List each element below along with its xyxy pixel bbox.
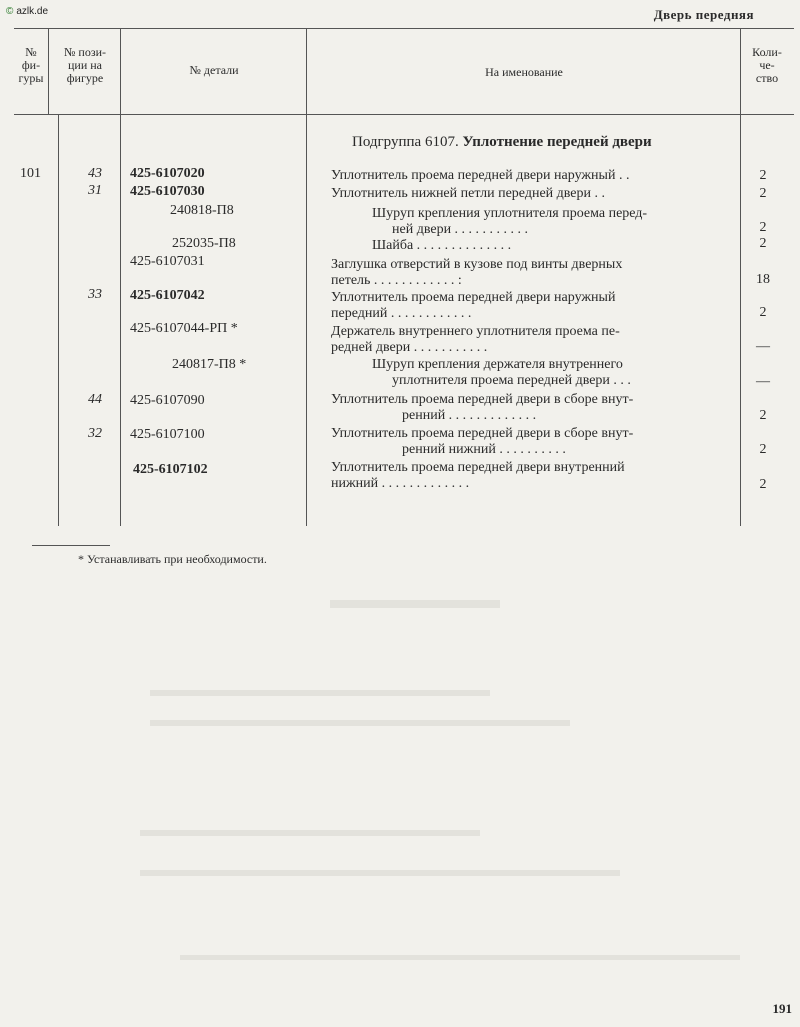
cell-name-cont: петель . . . . . . . . . . . . : bbox=[331, 273, 462, 288]
cell-qty: 2 bbox=[759, 408, 767, 423]
cell-part: 425-6107090 bbox=[130, 393, 205, 408]
header-rule bbox=[14, 114, 794, 115]
cell-name-cont: редней двери . . . . . . . . . . . bbox=[331, 340, 488, 355]
cell-qty: 2 bbox=[759, 168, 767, 183]
column-divider bbox=[58, 114, 59, 526]
cell-name-cont: ренний . . . . . . . . . . . . . bbox=[402, 408, 537, 423]
running-head: Дверь передняя bbox=[653, 7, 754, 22]
cell-name: Держатель внутреннего уплотнителя проема пе- bbox=[331, 324, 620, 339]
bleed-through bbox=[150, 690, 490, 696]
cell-qty: 2 bbox=[759, 442, 767, 457]
cell-part: 425-6107042 bbox=[130, 288, 205, 303]
cell-name: Уплотнитель проема передней двери внутренний bbox=[331, 460, 625, 475]
cell-pos: 32 bbox=[88, 426, 102, 441]
table-top-rule bbox=[14, 28, 794, 29]
footnote: * Устанавливать при необходимости. bbox=[78, 552, 267, 566]
cell-part: 425-6107030 bbox=[130, 184, 205, 199]
cell-name: Шуруп крепления держателя внутреннего bbox=[372, 357, 623, 372]
group-title: Подгруппа 6107. Уплотнение передней двери bbox=[352, 134, 652, 150]
site-watermark bbox=[6, 6, 48, 17]
column-divider bbox=[120, 28, 121, 526]
cell-part: 425-6107044-РП * bbox=[130, 321, 238, 336]
bleed-through bbox=[140, 830, 480, 836]
cell-part: 425-6107102 bbox=[133, 462, 208, 477]
copyright-icon: © bbox=[6, 6, 14, 17]
cell-part: 240818-П8 bbox=[170, 203, 234, 218]
footnote-rule bbox=[32, 545, 110, 546]
column-divider bbox=[740, 28, 741, 526]
page-number: 191 bbox=[772, 1001, 792, 1016]
cell-name-cont: нижний . . . . . . . . . . . . . bbox=[331, 476, 470, 491]
cell-name: Уплотнитель проема передней двери наружный . . bbox=[331, 168, 630, 183]
cell-qty: 2 bbox=[759, 305, 767, 320]
column-divider bbox=[306, 28, 307, 526]
cell-pos: 31 bbox=[88, 183, 102, 198]
bleed-through bbox=[180, 955, 740, 960]
cell-qty: 2 bbox=[759, 236, 767, 251]
cell-name: Заглушка отверстий в кузове под винты дверных bbox=[331, 257, 623, 272]
watermark-text: azlk.de bbox=[16, 6, 49, 17]
cell-name-cont: уплотнителя проема передней двери . . . bbox=[392, 373, 631, 388]
cell-part: 252035-П8 bbox=[172, 236, 236, 251]
header-qty: Коли- че- ство bbox=[752, 45, 782, 85]
cell-pos: 43 bbox=[88, 166, 102, 181]
cell-qty: — bbox=[756, 374, 770, 389]
cell-name: Шайба . . . . . . . . . . . . . . bbox=[372, 238, 512, 253]
cell-part: 425-6107031 bbox=[130, 254, 205, 269]
cell-qty: — bbox=[756, 339, 770, 354]
cell-name-cont: передний . . . . . . . . . . . . bbox=[331, 306, 472, 321]
bleed-through bbox=[140, 870, 620, 876]
cell-qty: 2 bbox=[759, 477, 767, 492]
cell-name: Уплотнитель проема передней двери наружный bbox=[331, 290, 616, 305]
cell-part: 425-6107020 bbox=[130, 166, 205, 181]
cell-part: 425-6107100 bbox=[130, 427, 205, 442]
cell-part: 240817-П8 * bbox=[172, 357, 247, 372]
cell-pos: 33 bbox=[88, 287, 102, 302]
bleed-through bbox=[330, 600, 500, 608]
cell-fig: 101 bbox=[20, 166, 41, 181]
cell-name-cont: ренний нижний . . . . . . . . . . bbox=[402, 442, 566, 457]
cell-name-cont: ней двери . . . . . . . . . . . bbox=[392, 222, 529, 237]
cell-name: Шуруп крепления уплотнителя проема перед- bbox=[372, 206, 648, 221]
cell-name: Уплотнитель проема передней двери в сборе внут- bbox=[331, 426, 634, 441]
cell-qty: 2 bbox=[759, 186, 767, 201]
cell-qty: 18 bbox=[756, 272, 770, 287]
cell-pos: 44 bbox=[88, 392, 102, 407]
column-divider bbox=[48, 28, 49, 114]
header-fig: № фи- гуры bbox=[18, 45, 44, 85]
header-pos: № пози- ции на фигуре bbox=[63, 45, 107, 85]
cell-name: Уплотнитель нижней петли передней двери . . bbox=[331, 186, 606, 201]
header-name: На именование bbox=[485, 65, 563, 79]
cell-qty: 2 bbox=[759, 220, 767, 235]
cell-name: Уплотнитель проема передней двери в сборе внут- bbox=[331, 392, 634, 407]
bleed-through bbox=[150, 720, 570, 726]
header-part: № детали bbox=[189, 63, 239, 77]
